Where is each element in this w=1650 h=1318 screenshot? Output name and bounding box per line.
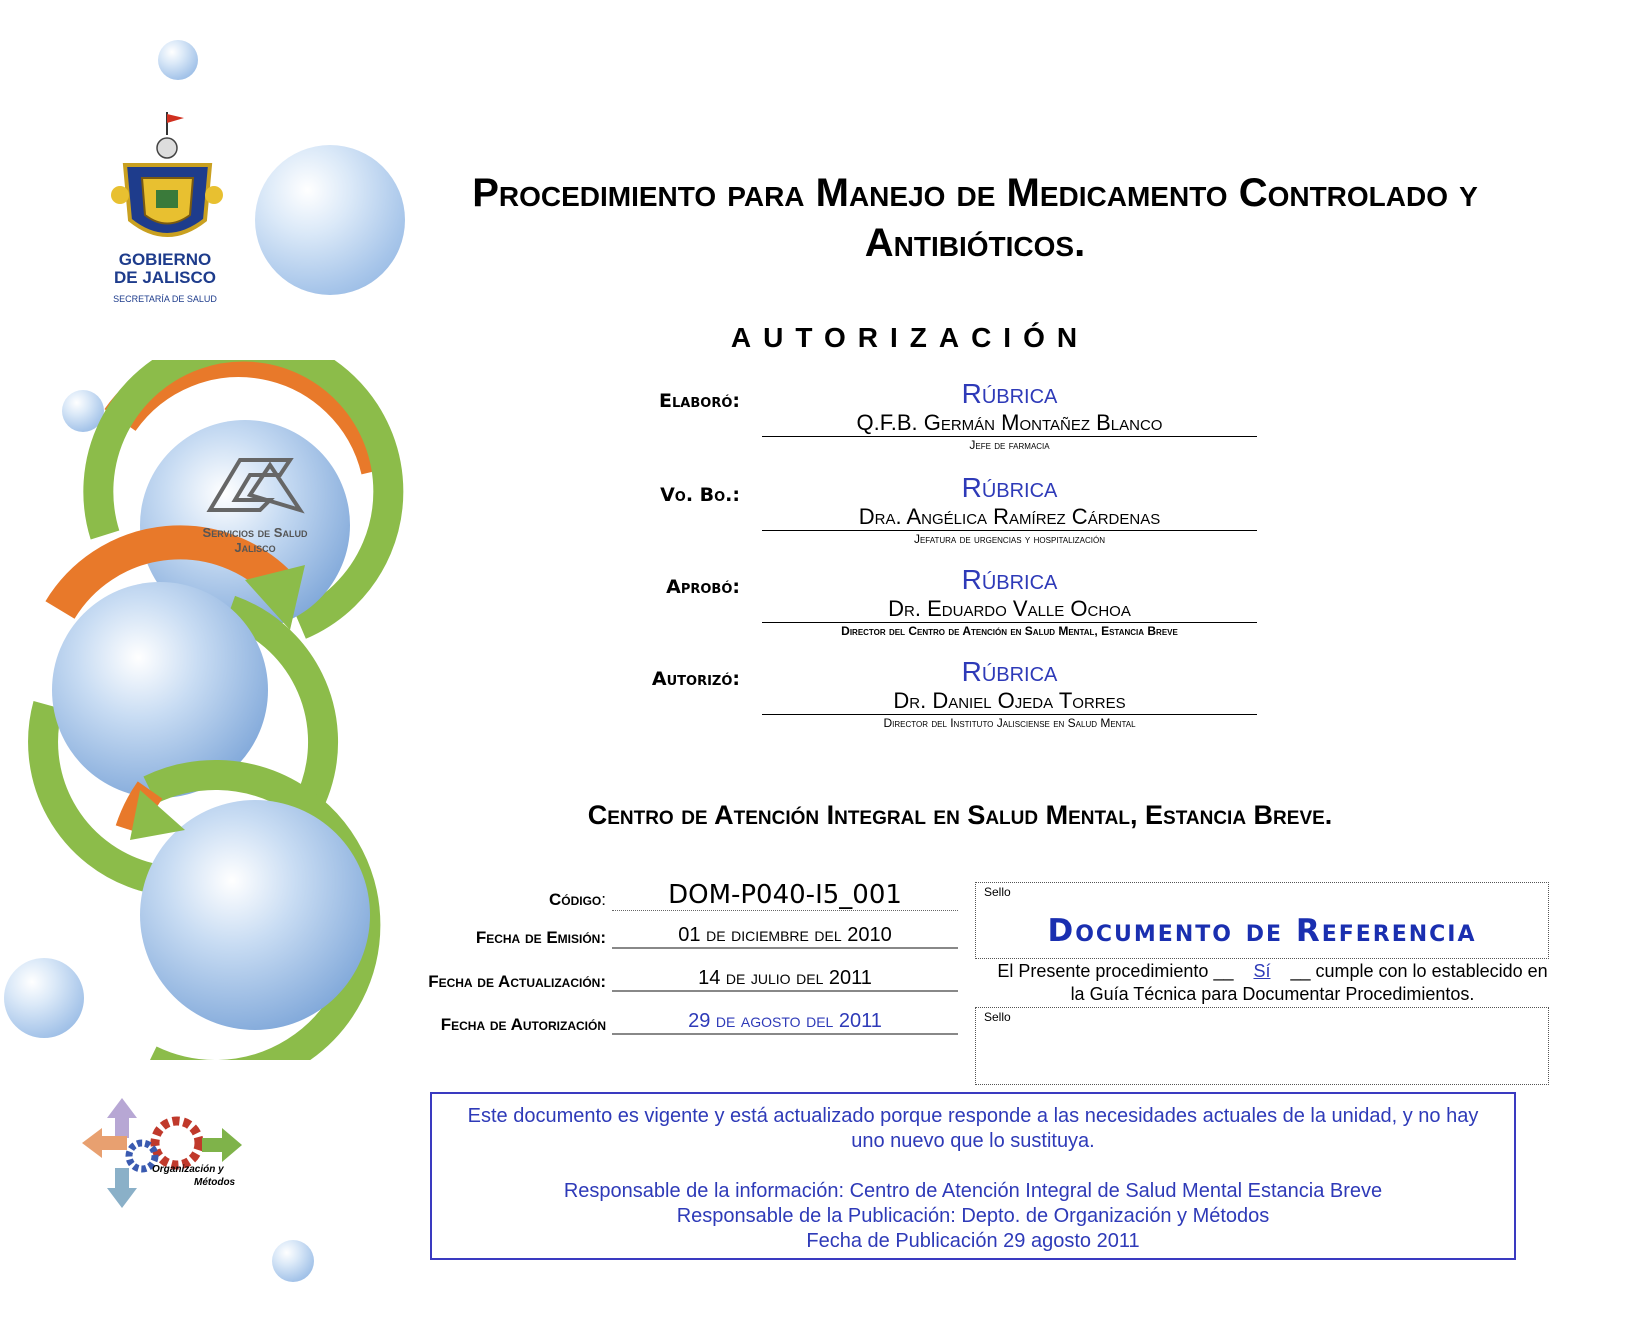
gobierno-jalisco-logo bbox=[100, 110, 230, 310]
cumple-line1 bbox=[975, 960, 1570, 983]
responsable-publicacion: Responsable de la Publicación: Depto. de Organización y Métodos bbox=[676, 1205, 1270, 1227]
signature-rubric: Rúbrica bbox=[961, 656, 1058, 687]
gobierno-line2: DE JALISCO bbox=[113, 268, 217, 287]
emision-value: 01 de diciembre del 2010 bbox=[612, 924, 958, 949]
vigente-text: Este documento es vigente y está actualizado porque responde a las necesidades actuales de la unidad, y no hay uno nuevo que lo sustituya. bbox=[467, 1105, 1479, 1152]
actualizacion-label: Fecha de Actualización: bbox=[428, 972, 606, 991]
signature-title: Jefatura de urgencias y hospitalización bbox=[913, 532, 1106, 546]
gears-arrows-icon bbox=[82, 1098, 262, 1208]
signature-role: Aprobó: bbox=[666, 576, 740, 598]
title-line2: Antibióticos. bbox=[864, 221, 1086, 265]
cumple-before: El Presente procedimiento __ bbox=[997, 961, 1234, 981]
signature-block bbox=[762, 656, 1257, 731]
decorative-bubble bbox=[272, 1240, 314, 1282]
coat-of-arms-icon bbox=[100, 110, 230, 250]
publication-info-box bbox=[430, 1092, 1516, 1260]
organizacion-metodos-logo bbox=[82, 1098, 262, 1208]
gobierno-line1: GOBIERNO bbox=[118, 250, 212, 269]
signature-rubric: Rúbrica bbox=[961, 564, 1058, 595]
secretaria-label: SECRETARÍA DE SALUD bbox=[113, 294, 217, 304]
signature-title: Jefe de farmacia bbox=[969, 438, 1050, 452]
signature-block bbox=[762, 378, 1257, 453]
cumple-line2: la Guía Técnica para Documentar Procedimientos. bbox=[1070, 984, 1475, 1004]
signature-role: Vo. Bo.: bbox=[660, 484, 740, 506]
org-line1: Organización y bbox=[152, 1164, 224, 1175]
title-line1: Procedimiento para Manejo de Medicamento Controlado y bbox=[472, 171, 1478, 215]
signature-role: Elaboró: bbox=[659, 390, 740, 412]
autorizacion-label: Fecha de Autorización bbox=[440, 1015, 606, 1034]
codigo-label-text: Código bbox=[548, 890, 602, 909]
decorative-bubble bbox=[158, 40, 198, 80]
emision-label: Fecha de Emisión: bbox=[475, 928, 606, 947]
reference-stamp-box bbox=[975, 882, 1549, 959]
signature-title: Director del Centro de Atención en Salud Mental, Estancia Breve bbox=[841, 624, 1178, 638]
actualizacion-value: 14 de julio del 2011 bbox=[612, 967, 958, 992]
codigo-value: DOM-P040-I5_001 bbox=[612, 880, 958, 911]
signature-block bbox=[762, 472, 1257, 547]
servicios-line2: Jalisco bbox=[234, 540, 276, 555]
codigo-label bbox=[360, 890, 606, 910]
sello-label: Sello bbox=[984, 1010, 1011, 1024]
fecha-publicacion: Fecha de Publicación 29 agosto 2011 bbox=[806, 1230, 1140, 1252]
signature-name: Dr. Daniel Ojeda Torres bbox=[762, 688, 1257, 715]
decorative-sidebar bbox=[0, 0, 420, 1318]
signature-rubric: Rúbrica bbox=[961, 472, 1058, 503]
sello-label: Sello bbox=[984, 885, 1011, 899]
cumple-si: Sí bbox=[1253, 961, 1271, 981]
servicios-salud-logo bbox=[180, 450, 330, 560]
autorizacion-value: 29 de agosto del 2011 bbox=[612, 1010, 958, 1035]
responsable-info: Responsable de la información: Centro de Atención Integral de Salud Mental Estancia Breve bbox=[563, 1180, 1383, 1202]
signature-rubric: Rúbrica bbox=[961, 378, 1058, 409]
sello-stamp-box bbox=[975, 1007, 1549, 1085]
page-title bbox=[380, 168, 1570, 268]
servicios-salud-icon bbox=[180, 450, 330, 520]
signature-block bbox=[762, 564, 1257, 639]
signature-name: Q.F.B. Germán Montañez Blanco bbox=[762, 410, 1257, 437]
signature-name: Dra. Angélica Ramírez Cárdenas bbox=[762, 504, 1257, 531]
authorization-heading: AUTORIZACIÓN bbox=[730, 322, 1090, 353]
signature-role: Autorizó: bbox=[651, 668, 740, 690]
signature-name: Dr. Eduardo Valle Ochoa bbox=[762, 596, 1257, 623]
reference-title: Documento de Referencia bbox=[1047, 913, 1477, 949]
signature-title: Director del Instituto Jalisciense en Salud Mental bbox=[883, 716, 1136, 730]
cumple-statement bbox=[975, 960, 1570, 1006]
centro-heading: Centro de Atención Integral en Salud Mental, Estancia Breve. bbox=[587, 800, 1333, 830]
org-line2: Métodos bbox=[194, 1177, 236, 1188]
cumple-after: __ cumple con lo establecido en bbox=[1290, 961, 1548, 981]
servicios-line1: Servicios de Salud bbox=[202, 525, 308, 540]
codigo-colon: : bbox=[601, 890, 606, 909]
